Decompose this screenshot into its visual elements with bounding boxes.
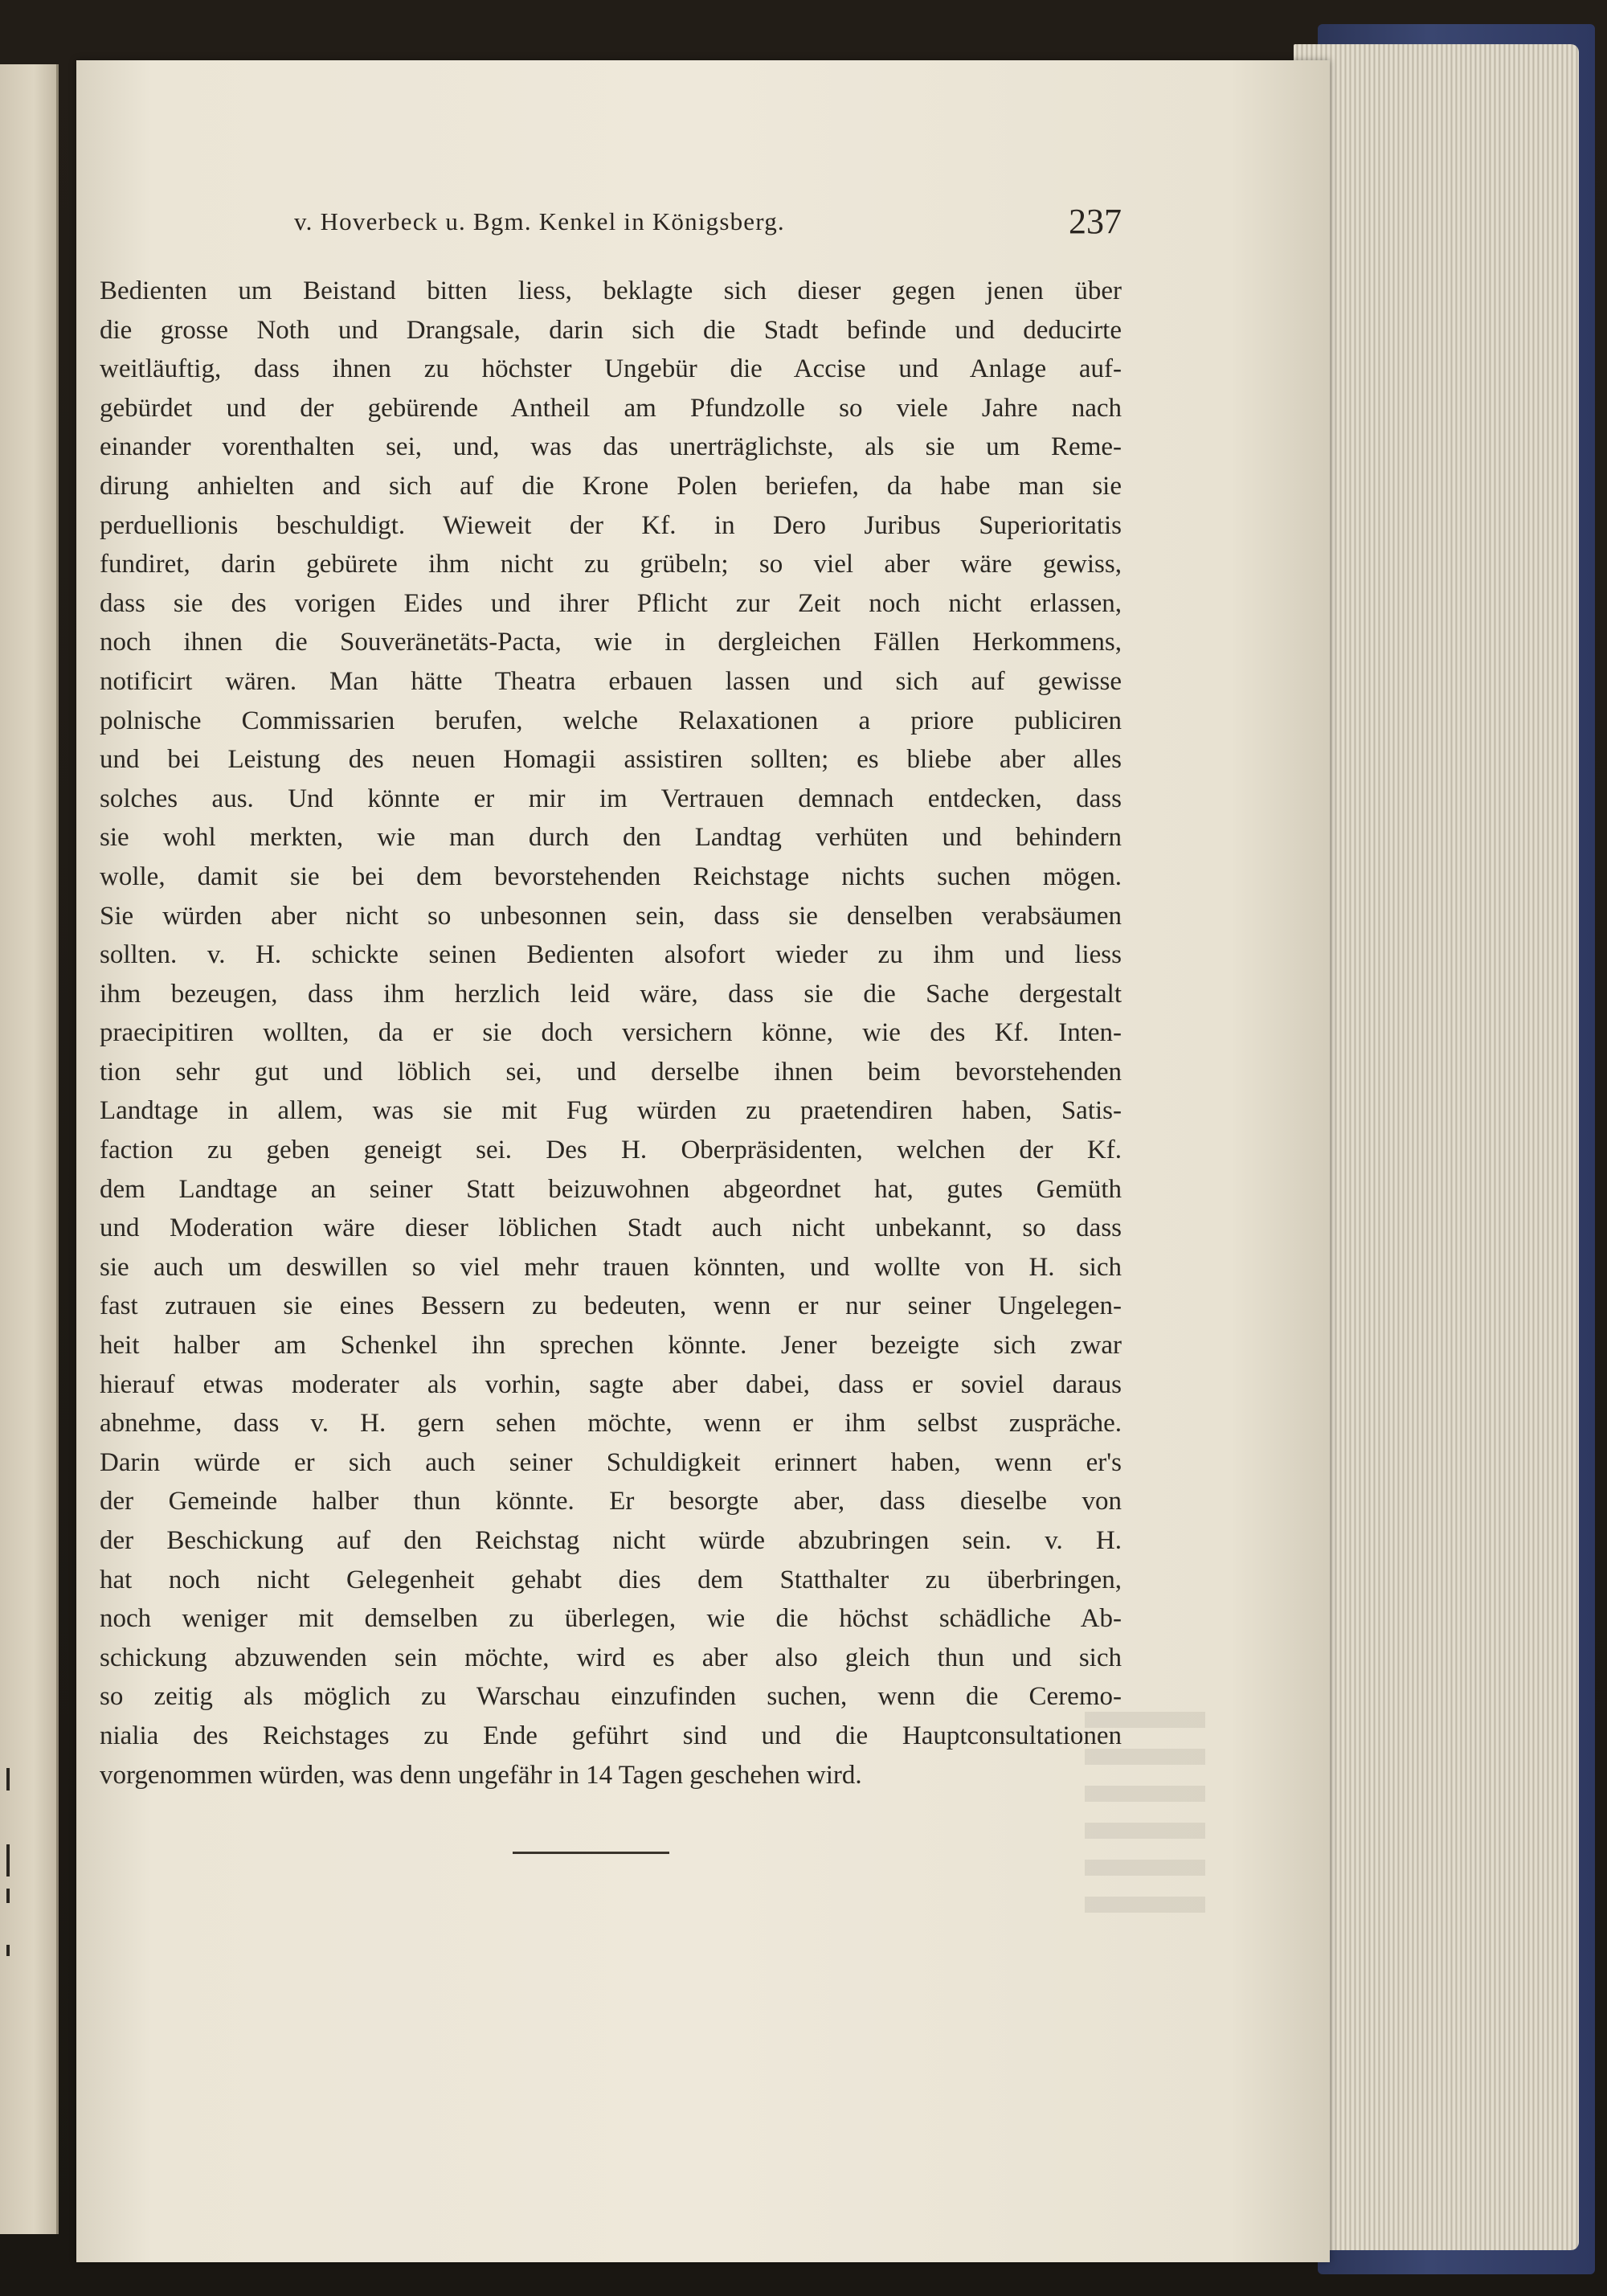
text-line: der Gemeinde halber thun könnte. Er besorgte aber, dass dieselbe von xyxy=(100,1487,1122,1516)
text-line: sollten. v. H. schickte seinen Bedienten alsofort wieder zu ihm und liess xyxy=(100,940,1122,970)
text-line: fundiret, darin gebürete ihm nicht zu grübeln; so viel aber wäre gewiss, xyxy=(100,550,1122,579)
text-line: noch weniger mit demselben zu überlegen, wie die höchst schädliche Ab- xyxy=(100,1604,1122,1634)
section-separator xyxy=(513,1852,669,1854)
text-line: schickung abzuwenden sein möchte, wird es aber also gleich thun und sich xyxy=(100,1643,1122,1672)
show-through-text xyxy=(1085,1712,1205,1921)
body-text xyxy=(100,272,1122,1795)
text-line: Bedienten um Beistand bitten liess, beklagte sich dieser gegen jenen über xyxy=(100,276,1122,305)
facing-page-mark xyxy=(6,1768,10,1791)
running-title: v. Hoverbeck u. Bgm. Kenkel in Königsberg. xyxy=(294,207,785,235)
text-line: solches aus. Und könnte er mir im Vertrauen demnach entdecken, dass xyxy=(100,784,1122,813)
text-line: die grosse Noth und Drangsale, darin sich die Stadt befinde und deducirte xyxy=(100,315,1122,345)
text-line: abnehme, dass v. H. gern sehen möchte, wenn er ihm selbst zuspräche. xyxy=(100,1409,1122,1439)
text-line: gebürdet und der gebürende Antheil am Pfundzolle so viele Jahre nach xyxy=(100,393,1122,423)
text-line: einander vorenthalten sei, und, was das unerträglichste, als sie um Reme- xyxy=(100,432,1122,462)
text-line: polnische Commissarien berufen, welche Relaxationen a priore publiciren xyxy=(100,706,1122,735)
text-line: dem Landtage an seiner Statt beizuwohnen abgeordnet hat, gutes Gemüth xyxy=(100,1174,1122,1204)
text-line: faction zu geben geneigt sei. Des H. Oberpräsidenten, welchen der Kf. xyxy=(100,1136,1122,1165)
text-line: ihm bezeugen, dass ihm herzlich leid wäre, dass sie die Sache dergestalt xyxy=(100,979,1122,1009)
text-line: hat noch nicht Gelegenheit gehabt dies dem Statthalter zu überbringen, xyxy=(100,1565,1122,1594)
text-line: so zeitig als möglich zu Warschau einzufinden suchen, wenn die Ceremo- xyxy=(100,1682,1122,1712)
page-number: 237 xyxy=(1069,202,1122,241)
text-line: und bei Leistung des neuen Homagii assistiren sollten; es bliebe aber alles xyxy=(100,745,1122,775)
facing-page-mark xyxy=(6,1945,10,1956)
text-line: dirung anhielten and sich auf die Krone Polen beriefen, da habe man sie xyxy=(100,471,1122,501)
text-line: perduellionis beschuldigt. Wieweit der Kf. in Dero Juribus Superioritatis xyxy=(100,510,1122,540)
text-line: noch ihnen die Souveränetäts-Pacta, wie in dergleichen Fällen Herkommens, xyxy=(100,628,1122,657)
text-line: praecipitiren wollten, da er sie doch versichern könne, wie des Kf. Inten- xyxy=(100,1018,1122,1048)
text-line: hierauf etwas moderater als vorhin, sagte aber dabei, dass er soviel daraus xyxy=(100,1369,1122,1399)
text-line: sie wohl merkten, wie man durch den Landtag verhüten und behindern xyxy=(100,823,1122,853)
text-line: nialia des Reichstages zu Ende geführt sind und die Hauptconsultationen xyxy=(100,1721,1122,1750)
text-line: sie auch um deswillen so viel mehr trauen könnten, und wollte von H. sich xyxy=(100,1252,1122,1282)
facing-page-mark xyxy=(6,1844,10,1876)
text-line: vorgenommen würden, was denn ungefähr in 14 Tagen geschehen wird. xyxy=(100,1760,862,1790)
text-line: notificirt wären. Man hätte Theatra erbauen lassen und sich auf gewisse xyxy=(100,666,1122,696)
running-head xyxy=(214,201,1122,249)
facing-page-mark xyxy=(6,1889,10,1903)
text-line: Darin würde er sich auch seiner Schuldigkeit erinnert haben, wenn er's xyxy=(100,1447,1122,1477)
text-line: weitläuftig, dass ihnen zu höchster Ungebür die Accise und Anlage auf- xyxy=(100,354,1122,384)
page-block-edges xyxy=(1294,44,1579,2250)
text-line: Sie würden aber nicht so unbesonnen sein, dass sie denselben verabsäumen xyxy=(100,901,1122,931)
facing-page-edge xyxy=(0,64,59,2234)
text-line: Landtage in allem, was sie mit Fug würden zu praetendiren haben, Satis- xyxy=(100,1096,1122,1126)
text-line: wolle, damit sie bei dem bevorstehenden Reichstage nichts suchen mögen. xyxy=(100,862,1122,891)
text-line: und Moderation wäre dieser löblichen Stadt auch nicht unbekannt, so dass xyxy=(100,1213,1122,1243)
text-line: heit halber am Schenkel ihn sprechen könnte. Jener bezeigte sich zwar xyxy=(100,1331,1122,1361)
text-line: tion sehr gut und löblich sei, und derselbe ihnen beim bevorstehenden xyxy=(100,1057,1122,1087)
text-line: dass sie des vorigen Eides und ihrer Pflicht zur Zeit noch nicht erlassen, xyxy=(100,588,1122,618)
text-line: fast zutrauen sie eines Bessern zu bedeuten, wenn er nur seiner Ungelegen- xyxy=(100,1291,1122,1321)
text-line: der Beschickung auf den Reichstag nicht würde abzubringen sein. v. H. xyxy=(100,1526,1122,1555)
